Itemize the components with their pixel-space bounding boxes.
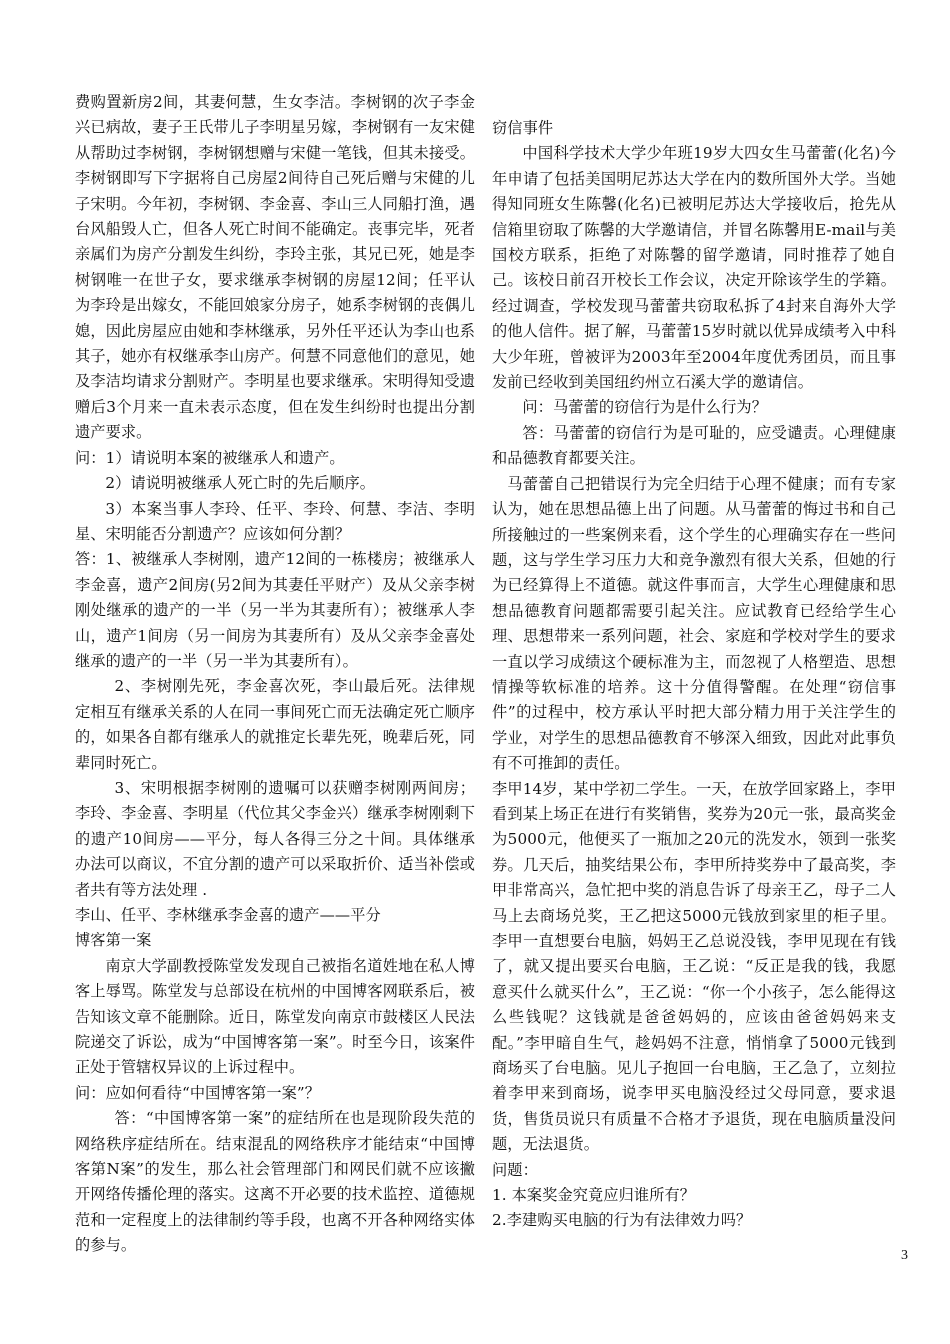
- paragraph: 马蕾蕾自己把错误行为完全归结于心理不健康；而有专家认为，她在思想品德上出了问题。从马蕾蕾的悔过书和自己所接触过的一些案例来看，这个学生的心理确实存在一些问题，这与学生学习压力大和竞争激烈有很大关系，但她的行为已经算得上不道德。就这件事而言，大学生心理健康和思想品德教育问题都需要引起关注。应试教育已经给学生心理、思想带来一系列问题，社会、家庭和学校对学生的要求一直以学习成绩这个硬标准为主，而忽视了人格塑造、思想情操等软标准的培养。这十分值得警醒。在处理“窃信事件”的过程中，校方承认平时把大部分精力用于关注学生的学业，对学生的思想品德教育不够深入细致，因此对此事负有不可推卸的责任。: [492, 474, 896, 773]
- paragraph: 2.李建购买电脑的行为有法律效力吗？: [492, 1211, 752, 1230]
- paragraph: 南京大学副教授陈堂发发现自己被指名道姓地在私人博客上辱骂。陈堂发与总部设在杭州的中国博客网联系后，被告知该文章不能删除。近日，陈堂发向南京市鼓楼区人民法院递交了诉讼，成为“中国博客第一案”。时至今日，该案件正处于管辖权异议的上诉过程中。: [75, 956, 475, 1077]
- paragraph: 问：马蕾蕾的窃信行为是什么行为？: [522, 398, 767, 417]
- paragraph: 中国科学技术大学少年班19岁大四女生马蕾蕾(化名)今年申请了包括美国明尼苏达大学在内的数所国外大学。当她得知同班女生陈馨(化名)已被明尼苏达大学接收后，抢先从信箱里窃取了陈馨的大学邀请信，并冒名陈馨用E-mail与美国校方联系，拒绝了对陈馨的留学邀请，同时推荐了她自己。该校日前召开校长工作会议，决定开除该学生的学籍。经过调查，学校发现马蕾蕾共窃取私拆了4封来自海外大学的他人信件。据了解，马蕾蕾15岁时就以优异成绩考入中科大少年班，曾被评为2003年至2004年度优秀团员，而且事发前已经收到美国纽约州立石溪大学的邀请信。: [492, 144, 896, 392]
- section-heading: 博客第一案: [75, 931, 152, 950]
- paragraph: 3、宋明根据李树刚的遗嘱可以获赠李树刚两间房；李玲、李金喜、李明星（代位其父李金兴）继承李树刚剩下的遗产10间房——平分，每人各得三分之十间。具体继承办法可以商议，不宜分割的遗产可以采取折价、适当补偿或者共有等方法处理 .: [75, 778, 475, 899]
- paragraph: 费购置新房2间，其妻何慧，生女李洁。李树钢的次子李金兴已病故，妻子王氏带儿子李明星另嫁，李树钢有一友宋健从帮助过李树钢，李树钢想赠与宋健一笔钱，但其未接受。李树钢即写下字据将自己房屋2间待自己死后赠与宋健的儿子宋明。今年初，李树钢、李金喜、李山三人同船打渔，遇台风船毁人亡，但各人死亡时间不能确定。丧事完毕，死者亲属们为房产分割发生纠纷，李玲主张，其兄已死，她是李树钢唯一在世子女，要求继承李树钢的房屋12间；任平认为李玲是出嫁女，不能回娘家分房子，她系李树钢的丧偶儿媳，因此房屋应由她和李林继承，另外任平还认为李山也系其子，她亦有权继承李山房产。何慧不同意他们的意见，她及李洁均请求分割财产。李明星也要求继承。宋明得知受遗赠后3个月来一直未表示态度，但在发生纠纷时也提出分割遗产要求。: [75, 93, 475, 442]
- page-number: 3: [901, 1248, 908, 1263]
- paragraph: 1. 本案奖金究竟应归谁所有？: [492, 1186, 696, 1205]
- paragraph: 李甲14岁，某中学初二学生。一天，在放学回家路上，李甲看到某上场正在进行有奖销售，奖券为20元一张，最高奖金为5000元，他便买了一瓶加之20元的洗发水，领到一张奖券。几天后，抽奖结果公布，李甲所持奖券中了最高奖，李甲非常高兴，急忙把中奖的消息告诉了母亲王乙，母子二人马上去商场兑奖，王乙把这5000元钱放到家里的柜子里。李甲一直想要台电脑，妈妈王乙总说没钱，李甲见现在有钱了，就又提出要买台电脑，王乙说：“反正是我的钱，我愿意买什么就买什么”，王乙说：“你一个小孩子，怎么能得这么些钱呢？这钱就是爸爸妈妈的，应该由爸爸妈妈来支配。”李甲暗自生气，趁妈妈不注意，悄悄拿了5000元钱到商场买了台电脑。见儿子抱回一台电脑，王乙急了，立刻拉着李甲来到商场，说李甲买电脑没经过父母同意，要求退货，售货员说只有质量不合格才予退货，现在电脑质量没问题，无法退货。: [492, 779, 896, 1154]
- left-column: [75, 90, 475, 1259]
- paragraph: 问：应如何看待“中国博客第一案”？: [75, 1083, 321, 1102]
- paragraph: 答：1、被继承人李树刚，遗产12间的一栋楼房；被继承人李金喜，遗产2间房(另2间为其妻任平财产）及从父亲李树刚处继承的遗产的一半（另一半为其妻所有）；被继承人李山，遗产1间房（另一间房为其妻所有）及从父亲李金喜处继承的遗产的一半（另一半为其妻所有）。: [75, 550, 475, 670]
- paragraph: 2）请说明被继承人死亡时的先后顺序。: [105, 474, 376, 493]
- paragraph: 问题：: [492, 1160, 538, 1179]
- paragraph: 3）本案当事人李玲、任平、李玲、何慧、李洁、李明星、宋明能否分割遗产？应该如何分割？: [75, 499, 475, 543]
- paragraph: 答：“中国博客第一案”的症结所在也是现阶段失范的网络秩序症结所在。结束混乱的网络秩序才能结束“中国博客第N案”的发生，那么社会管理部门和网民们就不应该撇开网络传播伦理的落实。这离不开必要的技术监控、道德规范和一定程度上的法律制约等手段，也离不开各种网络实体的参与。: [75, 1109, 475, 1255]
- paragraph: 答：马蕾蕾的窃信行为是可耻的，应受谴责。心理健康和品德教育都要关注。: [492, 423, 896, 468]
- right-column: [492, 116, 896, 1234]
- paragraph: 问：1）请说明本案的被继承人和遗产。: [75, 448, 345, 467]
- paragraph: 2、李树刚先死，李金喜次死，李山最后死。法律规定相互有继承关系的人在同一事间死亡而无法确定死亡顺序的，如果各自都有继承人的就推定长辈先死，晚辈后死，同辈同时死亡。: [75, 677, 475, 772]
- paragraph: 李山、任平、李林继承李金喜的遗产——平分: [75, 906, 381, 924]
- section-heading: 窃信事件: [492, 119, 554, 137]
